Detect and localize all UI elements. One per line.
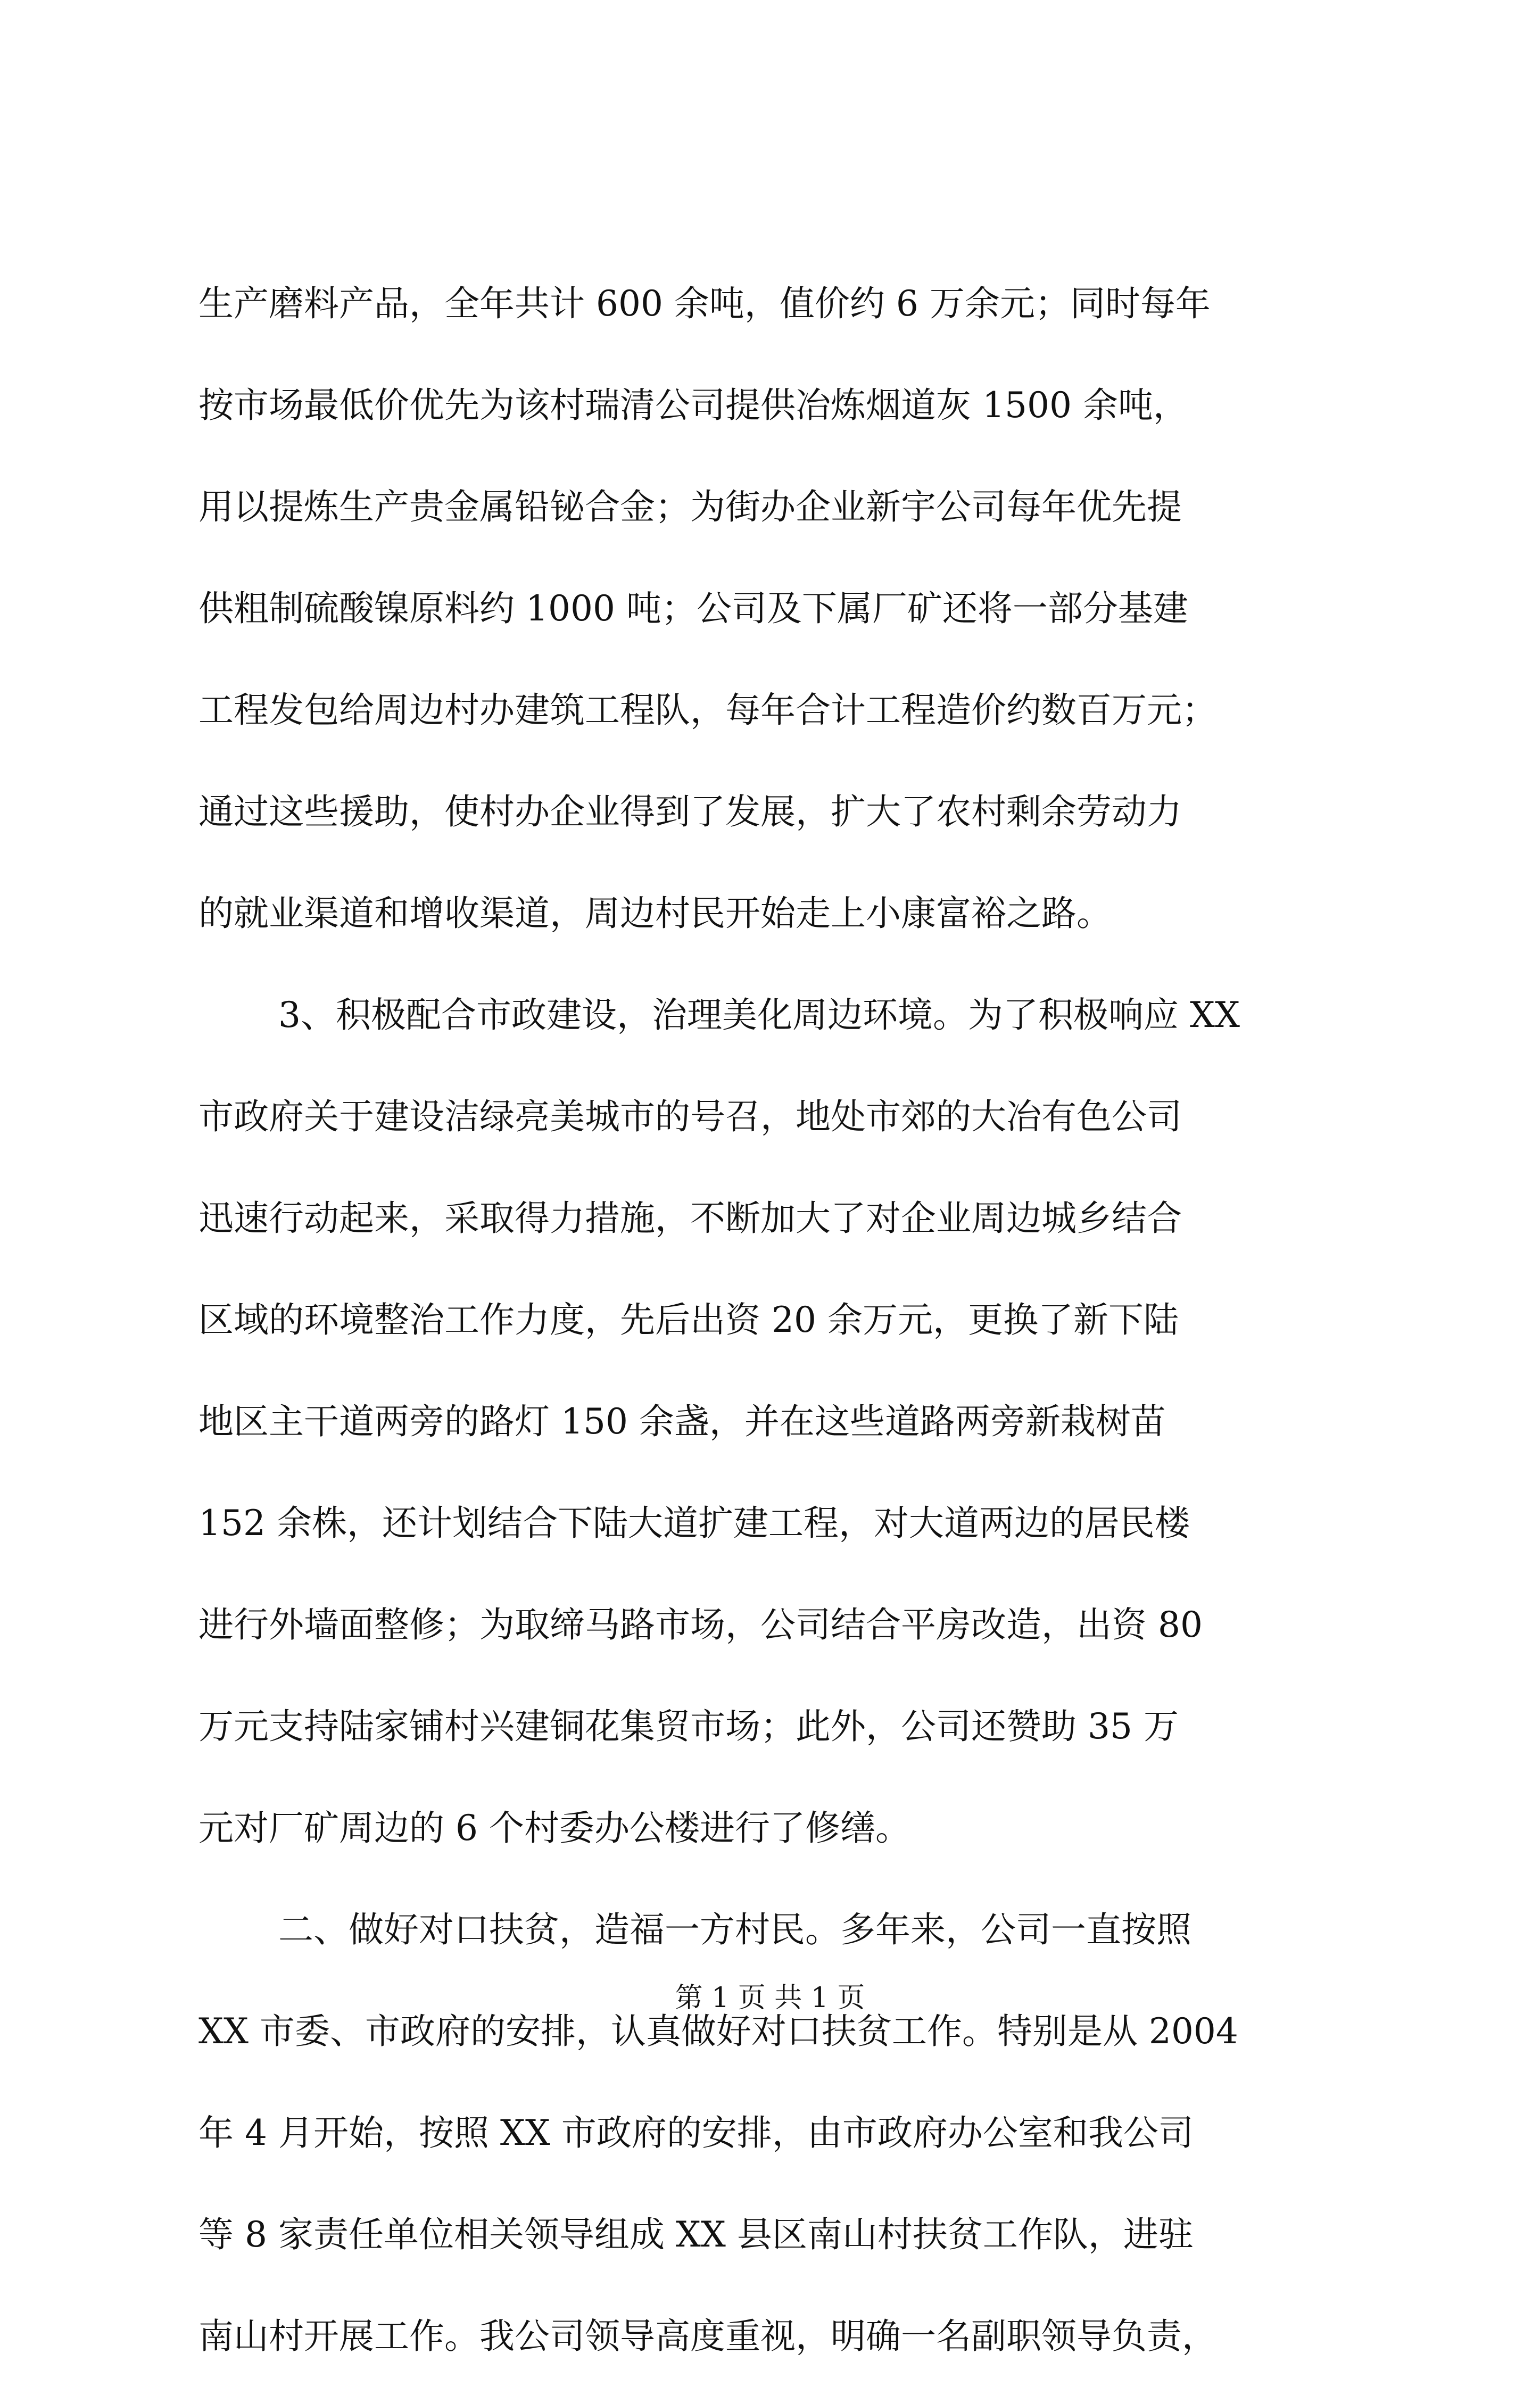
- text-line: 等 8 家责任单位相关领导组成 XX 县区南山村扶贫工作队，进驻: [198, 2214, 1194, 2255]
- text-line: 用以提炼生产贵金属铅铋合金；为街办企业新宇公司每年优先提: [198, 486, 1182, 527]
- text-line: 供粗制硫酸镍原料约 1000 吨；公司及下属厂矿还将一部分基建: [198, 588, 1188, 629]
- text-line: 区域的环境整治工作力度，先后出资 20 余万元，更换了新下陆: [198, 1299, 1179, 1340]
- text-line: 通过这些援助，使村办企业得到了发展，扩大了农村剩余劳动力: [198, 791, 1182, 832]
- text-line: 进行外墙面整修；为取缔马路市场，公司结合平房改造，出资 80: [198, 1604, 1203, 1645]
- text-line: XX 市委、市政府的安排，认真做好对口扶贫工作。特别是从 2004: [198, 2011, 1238, 2052]
- text-line: 的就业渠道和增收渠道，周边村民开始走上小康富裕之路。: [198, 893, 1112, 934]
- text-line: 迅速行动起来，采取得力措施，不断加大了对企业周边城乡结合: [198, 1198, 1182, 1239]
- text-line: 南山村开展工作。我公司领导高度重视，明确一名副职领导负责，: [198, 2316, 1217, 2357]
- paragraph-first-line: 二、做好对口扶贫，造福一方村民。多年来，公司一直按照: [278, 1909, 1191, 1950]
- text-line: 地区主干道两旁的路灯 150 余盏，并在这些道路两旁新栽树苗: [198, 1401, 1166, 1442]
- text-line: 生产磨料产品，全年共计 600 余吨，值价约 6 万余元；同时每年: [198, 283, 1211, 324]
- body-text: [198, 253, 1343, 2387]
- page-footer: 第 1 页 共 1 页: [675, 1982, 865, 2014]
- text-line: 元对厂矿周边的 6 个村委办公楼进行了修缮。: [198, 1808, 910, 1849]
- text-line: 工程发包给周边村办建筑工程队，每年合计工程造价约数百万元；: [198, 690, 1217, 731]
- text-line: 152 余株，还计划结合下陆大道扩建工程，对大道两边的居民楼: [198, 1503, 1190, 1544]
- text-line: 年 4 月开始，按照 XX 市政府的安排，由市政府办公室和我公司: [198, 2112, 1194, 2153]
- paragraph-first-line: 3、积极配合市政建设，治理美化周边环境。为了积极响应 XX: [278, 994, 1240, 1035]
- text-line: 市政府关于建设洁绿亮美城市的号召，地处市郊的大冶有色公司: [198, 1096, 1182, 1137]
- text-line: 按市场最低价优先为该村瑞清公司提供冶炼烟道灰 1500 余吨，: [198, 385, 1188, 426]
- text-line: 万元支持陆家铺村兴建铜花集贸市场；此外，公司还赞助 35 万: [198, 1706, 1179, 1747]
